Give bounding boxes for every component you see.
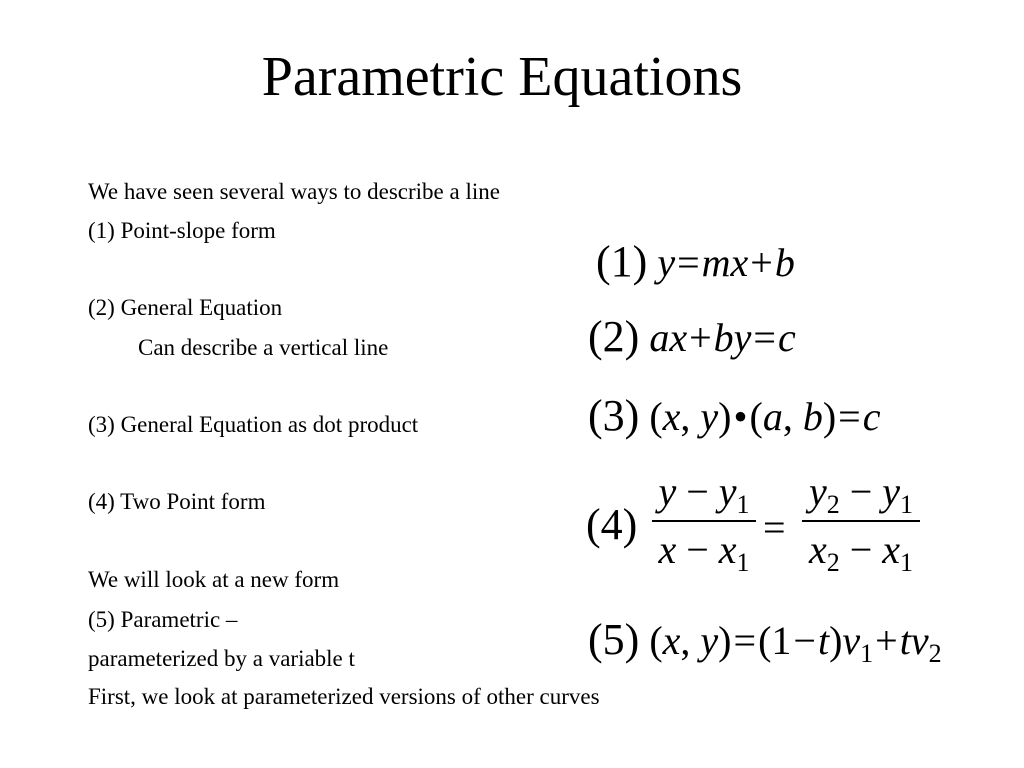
fraction-right: $y_2 - y_1$ $x_2 - x_1$: [802, 470, 920, 572]
text-line-intro: We have seen several ways to describe a line: [88, 179, 500, 204]
fraction-left: $y - y_1$ $x - x_1$: [652, 470, 756, 572]
text-line-general-equation: (2) General Equation: [88, 295, 283, 320]
equation-2: (2) ax+by=c: [588, 312, 796, 361]
text-line-new-form: We will look at a new form: [88, 567, 340, 592]
text-line-parametric: (5) Parametric –: [88, 607, 238, 632]
text-line-point-slope: (1) Point-slope form: [88, 218, 276, 243]
equation-5: (5) (x, $y)=(1-t)v_1+tv_2$: [588, 615, 942, 668]
text-line-two-point: (4) Two Point form: [88, 489, 266, 514]
equation-3: (3) (x, y)•(a, b)=c: [588, 391, 881, 440]
text-line-parameterized: parameterized by a variable t: [88, 646, 355, 671]
equation-1: (1) y=mx+b: [596, 237, 795, 286]
slide-title: Parametric Equations: [261, 46, 743, 108]
text-line-other-curves: First, we look at parameterized versions of other curves: [88, 684, 600, 709]
text-line-dot-product: (3) General Equation as dot product: [88, 412, 419, 437]
text-line-vertical-line: Can describe a vertical line: [138, 335, 389, 360]
slide: Parametric Equations We have seen several ways to describe a line (1) Point-slope form (2) General Equation Can describe a vertical line (3) General Equation as dot product (4) Two Point form We will look at a new form (5) Parametric – parameterized by a variable t First, we look at parameterized versions of other curves (1) y=mx+b (2) ax+by=c (3) (x, y)•(a, b)=c (4) $y - y_1$ $x - x_1$ = $y_2 - y_1$ $x_2 - x_1$ (5) (x, $y)=(1-t)v_1+tv_2$: [0, 0, 1024, 768]
